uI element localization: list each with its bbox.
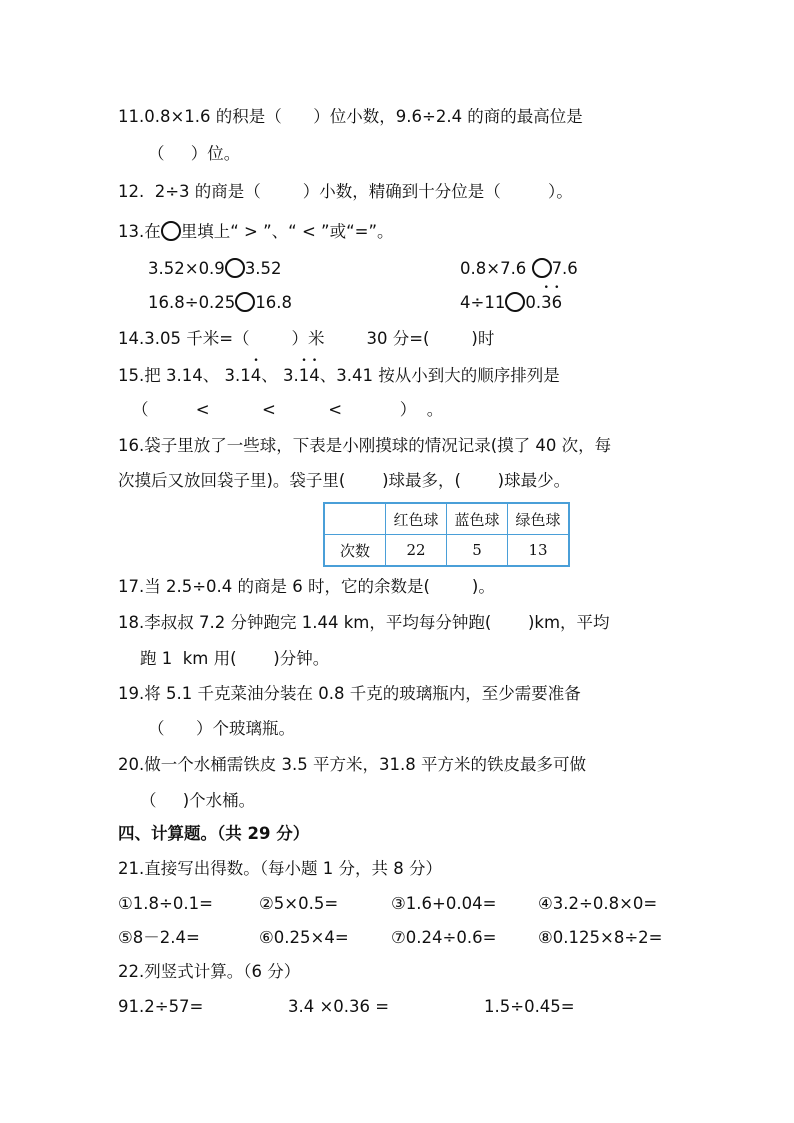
q13-c-right: 16.8 xyxy=(255,293,293,312)
table-header-cell: 红色球 xyxy=(386,503,447,535)
q13-prompt xyxy=(118,221,394,243)
q21-item: ②5×0.5= xyxy=(259,894,339,913)
q15-mid: 、 3. xyxy=(261,366,299,385)
section-heading: 四、计算题。（共 29 分） xyxy=(118,824,310,843)
repeating-digit: • 6 xyxy=(552,292,563,314)
q16-line1: 16.袋子里放了一些球，下表是小刚摸球的情况记录(摸了 40 次，每 xyxy=(118,436,612,455)
q13-b-right: 7.6 xyxy=(551,259,578,278)
q13-compare-b xyxy=(460,258,578,280)
answer-circle-icon[interactable] xyxy=(532,258,552,278)
q11-line1: 11.0.8×1.6 的积是（ ）位小数，9.6÷2.4 的商的最高位是 xyxy=(118,107,583,126)
q13-d-left: 4÷11 xyxy=(460,293,506,312)
q17-line: 17.当 2.5÷0.4 的商是 6 时，它的余数是( )。 xyxy=(118,577,495,596)
q13-b-left: 0.8×7.6 xyxy=(460,259,532,278)
q16-line2: 次摸后又放回袋子里)。袋子里( )球最多，( )球最少。 xyxy=(118,471,571,490)
q12-line: 12. 2÷3 的商是（ ）小数，精确到十分位是（ ）。 xyxy=(118,182,573,201)
blank-circle-icon xyxy=(161,221,181,241)
table-cell: 5 xyxy=(447,535,508,567)
q13-post: 里填上“ > ”、“ < ”或“=”。 xyxy=(180,222,394,241)
q13-a-right: 3.52 xyxy=(244,259,282,278)
q13-compare-d xyxy=(460,292,562,314)
q13-c-left: 16.8÷0.25 xyxy=(148,293,236,312)
table-row-label: 次数 xyxy=(324,535,386,567)
table-cell: 13 xyxy=(508,535,570,567)
q15-prefix: 15.把 3.14、 3.1 xyxy=(118,366,251,385)
q13-compare-c xyxy=(148,292,292,314)
repeating-digit: • 4 xyxy=(251,365,262,387)
q13-a-left: 3.52×0.9 xyxy=(148,259,225,278)
table-header-cell: 绿色球 xyxy=(508,503,570,535)
q22-item: 3.4 ×0.36 = xyxy=(288,997,390,1016)
q13-pre: 13.在 xyxy=(118,222,161,241)
q22-item: 91.2÷57= xyxy=(118,997,204,1016)
q22-title: 22.列竖式计算。（6 分） xyxy=(118,962,301,981)
q13-compare-a xyxy=(148,258,282,280)
q13-d-right: 0. xyxy=(525,293,542,312)
repeating-digit: • 3 xyxy=(541,292,552,314)
q21-item: ⑤8－2.4= xyxy=(118,928,200,947)
q21-item: ⑧0.125×8÷2= xyxy=(538,928,663,947)
table-header-cell xyxy=(324,503,386,535)
q11-line2: （ ）位。 xyxy=(148,144,241,163)
q15-line1 xyxy=(118,365,560,387)
q14-line: 14.3.05 千米=（ ）米 30 分=( )时 xyxy=(118,329,495,348)
table-cell: 22 xyxy=(386,535,447,567)
q21-item: ⑥0.25×4= xyxy=(259,928,349,947)
answer-circle-icon[interactable] xyxy=(235,292,255,312)
q21-item: ⑦0.24÷0.6= xyxy=(391,928,497,947)
q21-item: ④3.2÷0.8×0= xyxy=(538,894,658,913)
repeating-digit: • 4 xyxy=(309,365,320,387)
q15-suffix: 、3.41 按从小到大的顺序排列是 xyxy=(319,366,560,385)
q18-line1: 18.李叔叔 7.2 分钟跑完 1.44 km，平均每分钟跑( )km，平均 xyxy=(118,613,610,632)
q21-item: ①1.8÷0.1= xyxy=(118,894,213,913)
answer-circle-icon[interactable] xyxy=(505,292,525,312)
q19-line2: （ ）个玻璃瓶。 xyxy=(148,719,295,738)
repeating-digit: • 1 xyxy=(299,365,310,387)
table-header-cell: 蓝色球 xyxy=(447,503,508,535)
answer-circle-icon[interactable] xyxy=(225,258,245,278)
q22-item: 1.5÷0.45= xyxy=(484,997,575,1016)
table-row xyxy=(324,535,569,567)
q15-line2: （ < < < ） 。 xyxy=(132,400,444,419)
q20-line1: 20.做一个水桶需铁皮 3.5 平方米，31.8 平方米的铁皮最多可做 xyxy=(118,755,586,774)
q18-line2: 跑 1 km 用( )分钟。 xyxy=(140,649,330,668)
q20-line2: （ )个水桶。 xyxy=(140,791,256,810)
ball-record-table xyxy=(323,502,570,567)
table-header-row xyxy=(324,503,569,535)
q19-line1: 19.将 5.1 千克菜油分装在 0.8 千克的玻璃瓶内，至少需要准备 xyxy=(118,684,581,703)
q21-title: 21.直接写出得数。（每小题 1 分，共 8 分） xyxy=(118,859,442,878)
q21-item: ③1.6+0.04= xyxy=(391,894,497,913)
